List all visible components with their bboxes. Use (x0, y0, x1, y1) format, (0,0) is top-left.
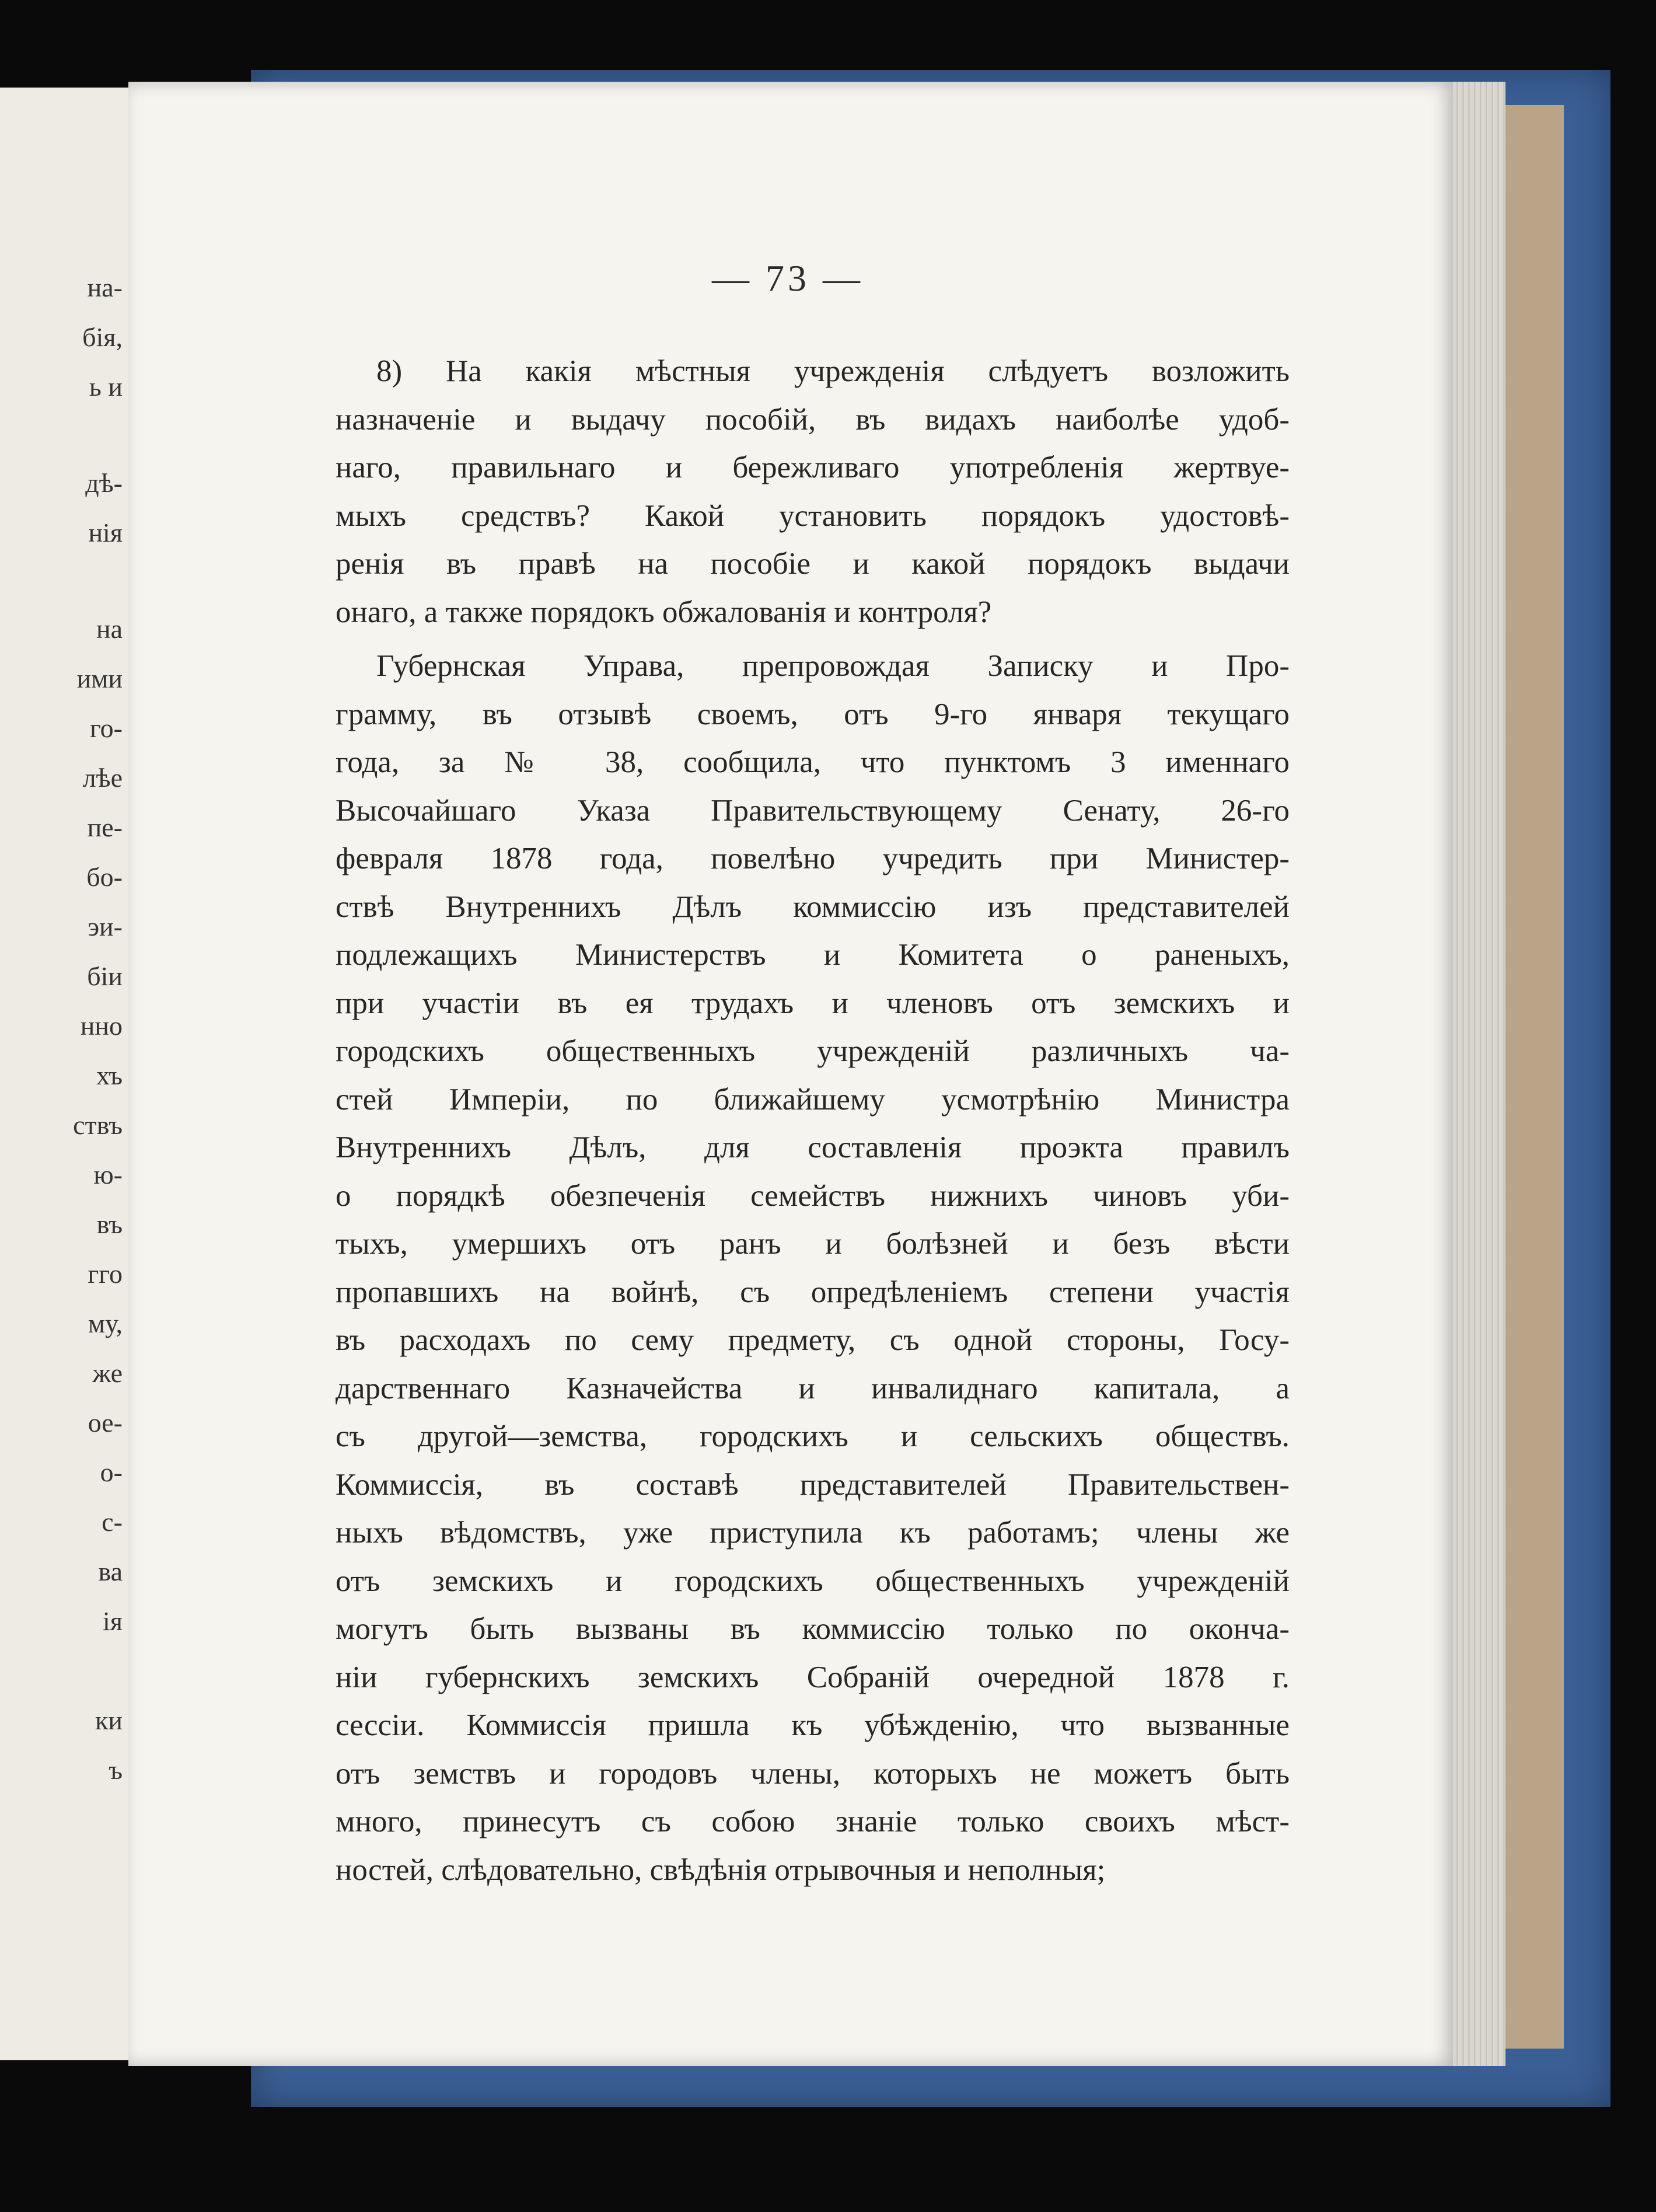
text-line: наго, правильнаго и бережливаго употребленія жертвуе- (336, 451, 1290, 484)
text-line: ныхъ вѣдомствъ, уже приступила къ работамъ; члены же (336, 1516, 1290, 1550)
left-page-fragment: эи- (88, 912, 123, 941)
left-page-fragment: біи (87, 961, 123, 991)
left-page-fragment: въ (96, 1209, 123, 1239)
left-page-fragment: ки (95, 1705, 123, 1735)
left-page-fragment: му, (88, 1309, 123, 1338)
left-page-fragment: бія, (82, 322, 123, 352)
text-line: Высочайшаго Указа Правительствующему Сенату, 26-го (336, 793, 1290, 828)
text-line: ренія въ правѣ на пособіе и какой порядокъ выдачи (336, 547, 1290, 581)
text-line: Внутреннихъ Дѣлъ, для составленія проэкта правилъ (336, 1131, 1290, 1164)
text-line: въ расходахъ по сему предмету, съ одной стороны, Госу- (336, 1323, 1290, 1357)
left-page-fragment: ъ (109, 1755, 123, 1785)
text-line: ностей, слѣдовательно, свѣдѣнія отрывочныя и неполныя; (336, 1852, 1106, 1887)
left-page (0, 88, 134, 2060)
page-number: — 73 — (712, 257, 864, 299)
text-line: мыхъ средствъ? Какой установить порядокъ удостовѣ- (336, 498, 1290, 533)
text-line: назначеніе и выдачу пособій, въ видахъ наиболѣе удоб- (336, 402, 1290, 437)
text-line: ствѣ Внутреннихъ Дѣлъ коммиссію изъ представителей (336, 889, 1290, 924)
text-line: ніи губернскихъ земскихъ Собраній очередной 1878 г. (336, 1660, 1290, 1694)
text-line: 8) На какія мѣстныя учрежденія слѣдуетъ возложить (376, 354, 1290, 388)
paragraph (336, 347, 1290, 636)
left-page-fragment: ими (76, 664, 123, 693)
left-page-fragment: о- (100, 1457, 123, 1487)
text-line: могутъ быть вызваны въ коммиссію только по оконча- (336, 1612, 1290, 1646)
book-page (128, 82, 1453, 2066)
text-line: Коммиссія, въ составѣ представителей Правительствен- (336, 1467, 1290, 1502)
left-page-fragment: дѣ- (85, 468, 123, 498)
text-line: февраля 1878 года, повелѣно учредить при Министер- (336, 842, 1290, 875)
text-line: онаго, а также порядокъ обжалованія и контроля? (336, 595, 992, 629)
text-line: съ другой—земства, городскихъ и сельскихъ обществъ. (336, 1419, 1290, 1453)
text-line: грамму, въ отзывѣ своемъ, отъ 9-го января текущаго (336, 697, 1290, 731)
left-page-fragment: же (92, 1358, 123, 1388)
text-line: отъ земскихъ и городскихъ общественныхъ учрежденій (336, 1564, 1290, 1598)
left-page-fragment: на (96, 614, 123, 644)
text-line: сессіи. Коммиссія пришла къ убѣжденію, что вызванные (336, 1708, 1290, 1742)
text-line: тыхъ, умершихъ отъ ранъ и болѣзней и безъ вѣсти (336, 1227, 1290, 1261)
text-line: стей Имперіи, по ближайшему усмотрѣнію Министра (336, 1082, 1290, 1117)
left-page-fragment: ю- (93, 1160, 123, 1189)
left-page-fragment: бо- (86, 862, 123, 892)
left-page-fragment: ь и (89, 372, 123, 402)
paragraph-gap (336, 636, 1290, 642)
left-page-fragment: с- (102, 1507, 123, 1537)
text-line: года, за № 38, сообщила, что пунктомъ 3 именнаго (336, 745, 1290, 779)
text-line: отъ земствъ и городовъ члены, которыхъ не можетъ быть (336, 1756, 1290, 1791)
text-line: дарственнаго Казначейства и инвалиднаго капитала, а (336, 1371, 1290, 1405)
left-page-fragment: ва (98, 1557, 123, 1586)
text-line: подлежащихъ Министерствъ и Комитета о раненыхъ, (336, 938, 1290, 972)
left-page-fragment: пе- (87, 812, 123, 842)
left-page-fragment: ое- (88, 1408, 123, 1438)
left-page-fragment: лѣе (82, 763, 123, 793)
left-page-fragment: гго (88, 1259, 123, 1289)
left-page-fragment: нно (80, 1011, 123, 1041)
left-page-fragment: го- (89, 713, 123, 743)
left-page-fragment: ствъ (73, 1110, 123, 1140)
text-line: о порядкѣ обезпеченія семействъ нижнихъ чиновъ уби- (336, 1178, 1290, 1213)
paragraph (336, 642, 1290, 1894)
left-page-fragment: нія (88, 518, 123, 547)
left-page-fragment: хъ (96, 1060, 123, 1090)
text-line: городскихъ общественныхъ учрежденій различныхъ ча- (336, 1034, 1290, 1068)
text-line: много, принесутъ съ собою знаніе только своихъ мѣст- (336, 1805, 1290, 1838)
text-line: при участіи въ ея трудахъ и членовъ отъ земскихъ и (336, 986, 1290, 1020)
text-line: Губернская Управа, препровождая Записку и Про- (376, 649, 1290, 683)
text-line: пропавшихъ на войнѣ, съ опредѣленіемъ степени участія (336, 1275, 1290, 1309)
body-text (336, 347, 1290, 1894)
left-page-fragment: на- (87, 273, 123, 302)
left-page-fragment: ія (103, 1606, 123, 1636)
